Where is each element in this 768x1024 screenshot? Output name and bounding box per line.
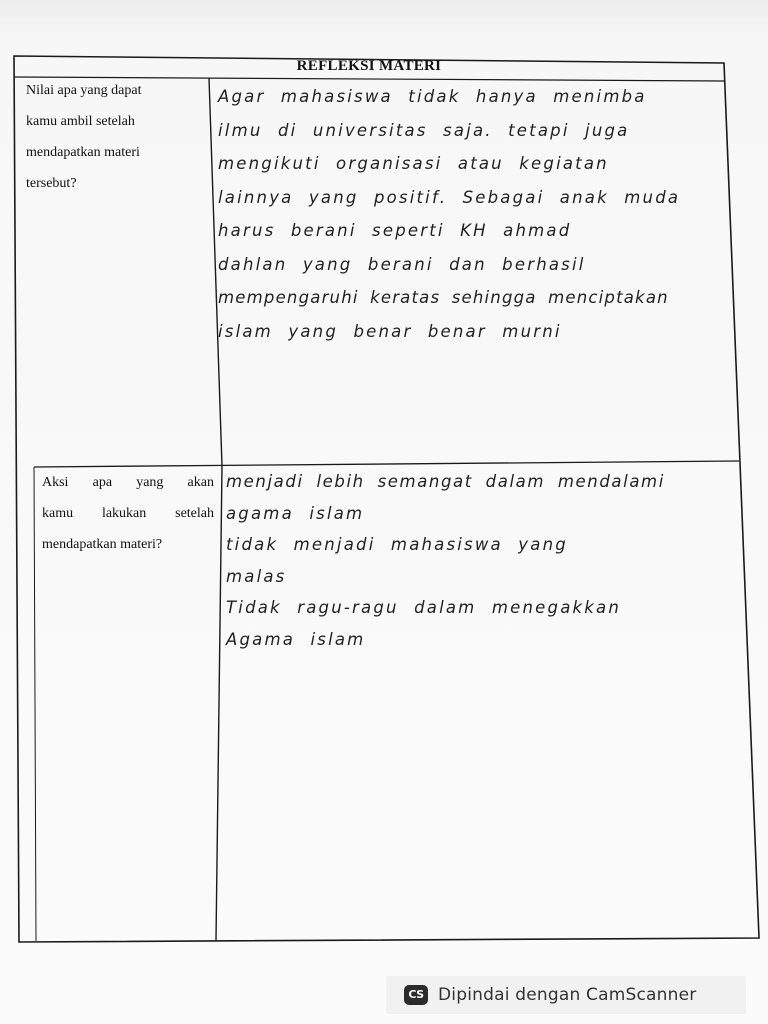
handwritten-line: tidak menjadi mahasiswa yang xyxy=(226,535,568,554)
handwritten-line: Agar mahasiswa tidak hanya menimba xyxy=(218,87,647,106)
handwritten-line: menjadi lebih semangat dalam mendalami xyxy=(226,472,665,491)
handwritten-line: dahlan yang berani dan berhasil xyxy=(218,254,586,274)
camscanner-logo-icon: CS xyxy=(404,985,428,1005)
handwritten-line: Agama islam xyxy=(226,629,366,649)
handwritten-line: mempengaruhi keratas sehingga menciptakan xyxy=(218,288,669,307)
handwritten-line: agama islam xyxy=(226,503,365,523)
question-line: tersebut? xyxy=(26,176,77,191)
handwritten-line: harus berani seperti KH ahmad xyxy=(218,221,572,240)
question-line: Aksi apa yang akan xyxy=(42,475,214,490)
answer-2-handwriting xyxy=(226,466,738,655)
question-line: mendapatkan materi xyxy=(26,145,140,160)
question-line: kamu ambil setelah xyxy=(26,114,135,129)
handwritten-line: mengikuti organisasi atau kegiatan xyxy=(218,154,609,173)
document-title: REFLEKSI MATERI xyxy=(296,58,442,74)
handwritten-line: islam yang benar benar murni xyxy=(218,321,562,341)
camscanner-watermark xyxy=(386,976,746,1014)
handwritten-line: lainnya yang positif. Sebagai anak muda xyxy=(218,187,681,207)
question-line: kamu lakukan setelah xyxy=(42,506,214,521)
handwritten-line: Tidak ragu-ragu dalam menegakkan xyxy=(226,598,621,617)
watermark-text: Dipindai dengan CamScanner xyxy=(438,985,697,1005)
answer-1-handwriting xyxy=(218,80,738,348)
handwritten-line: malas xyxy=(226,566,287,586)
question-line: Nilai apa yang dapat xyxy=(26,83,142,98)
handwritten-line: ilmu di universitas saja. tetapi juga xyxy=(218,120,630,140)
question-1 xyxy=(26,75,202,199)
question-2 xyxy=(42,467,214,560)
question-line: mendapatkan materi? xyxy=(42,537,163,552)
